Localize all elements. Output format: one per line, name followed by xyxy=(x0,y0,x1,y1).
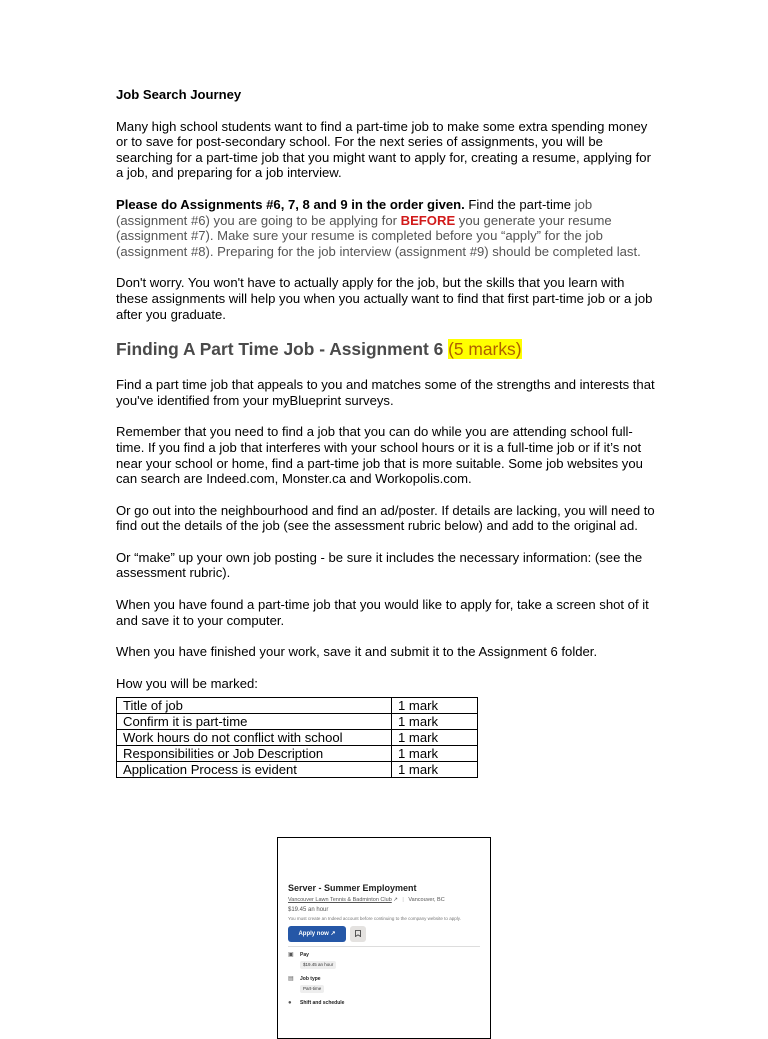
paragraph-submit: When you have finished your work, save it and submit it to the Assignment 6 folder. xyxy=(116,644,598,660)
pay-line: $19.45 an hour xyxy=(288,907,329,913)
job-type-chip: Part-time xyxy=(300,985,324,993)
clock-icon: ● xyxy=(288,999,292,1006)
order-paragraph xyxy=(116,197,656,259)
rubric-mark: 1 mark xyxy=(392,698,478,714)
shift-heading: Shift and schedule xyxy=(300,999,345,1006)
paragraph-make-posting: Or “make” up your own job posting - be sure it includes the necessary information: (see the assessment rubric). xyxy=(116,549,643,581)
company-link[interactable]: Vancouver Lawn Tennis & Badminton Club xyxy=(288,897,392,903)
job-posting-card xyxy=(288,884,480,1013)
order-gray-text-1: job (assignment #6) you are going to be applying for xyxy=(116,196,593,228)
table-row xyxy=(117,762,478,778)
pay-section xyxy=(288,951,480,969)
divider: | xyxy=(402,897,404,903)
pay-chip: $19.45 an hour xyxy=(300,961,336,969)
job-title: Server - Summer Employment xyxy=(288,883,417,893)
rubric-mark: 1 mark xyxy=(392,762,478,778)
rubric-mark: 1 mark xyxy=(392,746,478,762)
job-type-heading: Job type xyxy=(300,975,321,982)
paragraph-neighbourhood: Or go out into the neighbourhood and find an ad/poster. If details are lacking, you will need to find out the details of the job (see the assessment rubric below) and add to the original ad. xyxy=(116,502,655,534)
paragraph-marked: How you will be marked: xyxy=(116,675,258,691)
rubric-mark: 1 mark xyxy=(392,714,478,730)
document-page xyxy=(116,87,656,778)
dont-worry-paragraph: Don't worry. You won't have to actually apply for the job, but the skills that you learn with these assignments will help you when you actually want to find that first part-time job or a job after you graduate. xyxy=(116,275,653,322)
external-link-icon: ↗ xyxy=(330,930,336,937)
order-find-text: Find the part-time xyxy=(464,196,575,212)
paragraph-find-job: Find a part time job that appeals to you and matches some of the strengths and interests that you've identified from your myBlueprint surveys. xyxy=(116,377,655,408)
company-row xyxy=(288,896,480,904)
account-note: You must create an Indeed account before continuing to the company website to apply. xyxy=(288,916,461,921)
apply-now-button[interactable] xyxy=(288,926,346,942)
document-title: Job Search Journey xyxy=(116,87,242,102)
rubric-criterion: Work hours do not conflict with school xyxy=(117,730,392,746)
order-gray-text-2: you generate your resume (assignment #7). Make sure your resume is completed before you “apply” for the job (assignment #8). Preparing for the job interview (assignment #9) should be completed last. xyxy=(116,212,641,259)
bookmark-icon xyxy=(355,930,361,937)
table-row xyxy=(117,746,478,762)
apply-now-label: Apply now xyxy=(298,930,329,937)
job-type-section xyxy=(288,975,480,993)
paragraph-screenshot: When you have found a part-time job that you would like to apply for, take a screen shot of it and save it to your computer. xyxy=(116,597,649,628)
briefcase-icon: ▤ xyxy=(288,975,294,982)
paragraph-remember: Remember that you need to find a job that you can do while you are attending school full-time. If you find a job that interferes with your school hours or it is a full-time job or if it’s not near your school or home, find a part-time job that is more suitable. Some job websites you can search are Indeed.com, Monster.ca and Workopolis.com. xyxy=(116,424,643,487)
save-job-button[interactable] xyxy=(350,926,366,942)
shift-section xyxy=(288,999,480,1007)
divider xyxy=(288,946,480,947)
before-emphasis: BEFORE xyxy=(400,212,456,228)
section-heading xyxy=(116,338,656,360)
table-row xyxy=(117,730,478,746)
rubric-criterion: Confirm it is part-time xyxy=(117,714,392,730)
external-link-icon: ↗ xyxy=(393,897,398,903)
section-marks-highlight: (5 marks) xyxy=(448,339,522,360)
rubric-mark: 1 mark xyxy=(392,730,478,746)
table-row xyxy=(117,714,478,730)
job-posting-screenshot xyxy=(277,837,491,1039)
money-icon: ▣ xyxy=(288,951,294,958)
section-title: Finding A Part Time Job - Assignment 6 xyxy=(116,339,449,360)
table-row xyxy=(117,698,478,714)
rubric-criterion: Application Process is evident xyxy=(117,762,392,778)
order-instruction: Please do Assignments #6, 7, 8 and 9 in the order given. xyxy=(116,196,465,212)
pay-heading: Pay xyxy=(300,951,309,958)
action-row xyxy=(288,926,480,942)
rubric-criterion: Responsibilities or Job Description xyxy=(117,746,392,762)
intro-paragraph: Many high school students want to find a part-time job to make some extra spending money or to save for post-secondary school. For the next series of assignments, you will be searching for a part-time job that you might want to apply for, creating a resume, applying for a job, and preparing for a job interview. xyxy=(116,118,651,181)
job-location: Vancouver, BC xyxy=(408,897,445,903)
rubric-table xyxy=(116,697,478,778)
rubric-criterion: Title of job xyxy=(117,698,392,714)
